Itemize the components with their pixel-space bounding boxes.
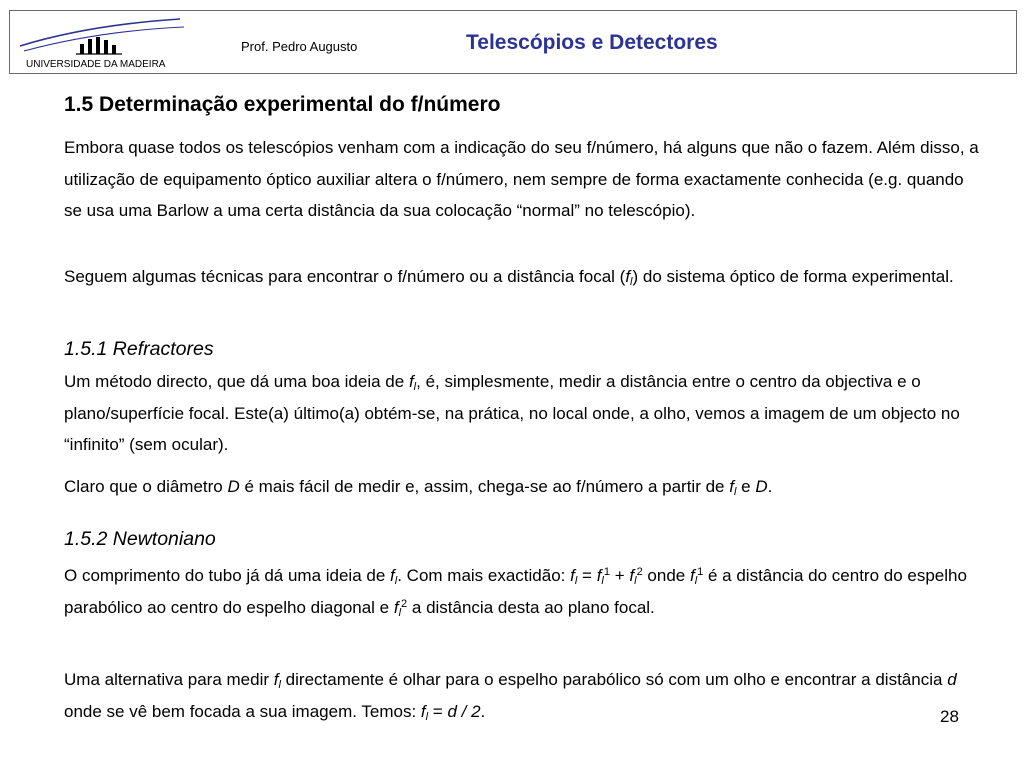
text-segment: é a distância do centro do espelho parabólico ao centro do espelho diagonal e xyxy=(64,566,967,617)
text-segment: onde xyxy=(642,566,690,585)
text-segment: f xyxy=(729,477,734,496)
text-segment: . xyxy=(767,477,773,496)
text-segment: = xyxy=(577,566,597,585)
text-segment: f xyxy=(689,566,695,585)
text-segment: Claro que o diâmetro xyxy=(64,477,228,496)
slide-header xyxy=(9,10,1017,74)
section-title: 1.5 Determinação experimental do f/número xyxy=(64,93,501,116)
text-segment: Seguem algumas técnicas para encontrar o f/número ou a distância focal ( xyxy=(64,267,626,286)
text-segment: l xyxy=(574,575,578,587)
text-segment: l xyxy=(278,679,281,691)
paragraph-newtoniano-alternative xyxy=(64,664,964,727)
text-segment: f xyxy=(629,566,635,585)
text-segment: D xyxy=(755,477,768,496)
text-segment: 2 xyxy=(401,597,408,610)
text-segment: f xyxy=(420,701,426,721)
page-number: 28 xyxy=(940,707,959,726)
text-segment: f xyxy=(570,566,575,585)
text-segment: l xyxy=(634,575,637,587)
text-segment: a distância desta ao plano focal. xyxy=(407,597,655,617)
text-segment: onde se vê bem focada a sua imagem. Temos: xyxy=(64,701,421,721)
text-segment: l xyxy=(630,276,633,288)
text-segment: , é, simplesmente, medir a distância entre o centro da objectiva e o plano/superfície focal. Este(a) último(a) obtém-se, na prática, no local onde, a olho, vemos a imagem de um objecto no “infinito” (sem ocular). xyxy=(64,372,960,454)
text-segment: Um método directo, que dá uma boa ideia de xyxy=(64,372,409,391)
text-segment: f xyxy=(408,372,414,391)
text-segment: 1 xyxy=(603,566,610,578)
text-segment: 2 xyxy=(636,566,643,578)
text-segment: = xyxy=(428,701,448,721)
presentation-title: Telescópios e Detectores xyxy=(466,31,718,54)
text-segment: l xyxy=(413,381,417,393)
text-segment: . Com mais exactidão: xyxy=(397,566,571,585)
text-segment: l xyxy=(601,575,604,587)
text-segment: e xyxy=(736,477,756,496)
text-segment: Uma alternativa para medir xyxy=(64,670,274,689)
text-segment: l xyxy=(694,575,698,587)
text-segment: f xyxy=(625,267,631,286)
subsection-title-newtoniano: 1.5.2 Newtoniano xyxy=(64,528,216,550)
text-segment: + xyxy=(610,566,630,585)
author-name: Prof. Pedro Augusto xyxy=(241,39,358,54)
subsection-title-refractores: 1.5.1 Refractores xyxy=(64,338,214,360)
paragraph-refractores-method xyxy=(64,366,984,461)
paragraph-techniques xyxy=(64,261,984,293)
text-segment: 1 xyxy=(697,566,704,578)
text-segment: l xyxy=(394,575,398,587)
text-segment: l xyxy=(733,486,737,498)
text-segment: l xyxy=(398,606,402,619)
text-segment: Embora quase todos os telescópios venham com a indicação do seu f/número, há alguns que não o fazem. Além disso, a utilização de equipamento óptico auxiliar altera o f/número, nem sempre de forma exactamente conhecida (e.g. quando se usa uma Barlow a uma certa distância da sua colocação “normal” no telescópio). xyxy=(64,138,979,220)
text-segment: directamente é olhar para o espelho parabólico só com um olho e encontrar a distância xyxy=(280,670,948,689)
text-segment: d / 2 xyxy=(447,701,481,721)
text-segment: f xyxy=(390,566,395,585)
text-segment: é mais fácil de medir e, assim, chega-se ao f/número a partir de xyxy=(239,477,730,496)
text-segment: O comprimento do tubo já dá uma ideia de xyxy=(64,566,391,585)
paragraph-refractores-diameter xyxy=(64,471,984,503)
text-segment: d xyxy=(947,670,957,689)
text-segment: . xyxy=(480,701,486,721)
text-segment: f xyxy=(596,566,602,585)
university-name: UNIVERSIDADE DA MADEIRA xyxy=(26,59,166,70)
text-segment: f xyxy=(393,597,399,617)
paragraph-newtoniano-tube xyxy=(64,560,984,623)
text-segment: D xyxy=(227,477,240,496)
text-segment: ) do sistema óptico de forma experimental. xyxy=(632,267,954,286)
text-segment: l xyxy=(425,710,429,723)
paragraph-intro xyxy=(64,132,984,227)
text-segment: f xyxy=(273,670,279,689)
